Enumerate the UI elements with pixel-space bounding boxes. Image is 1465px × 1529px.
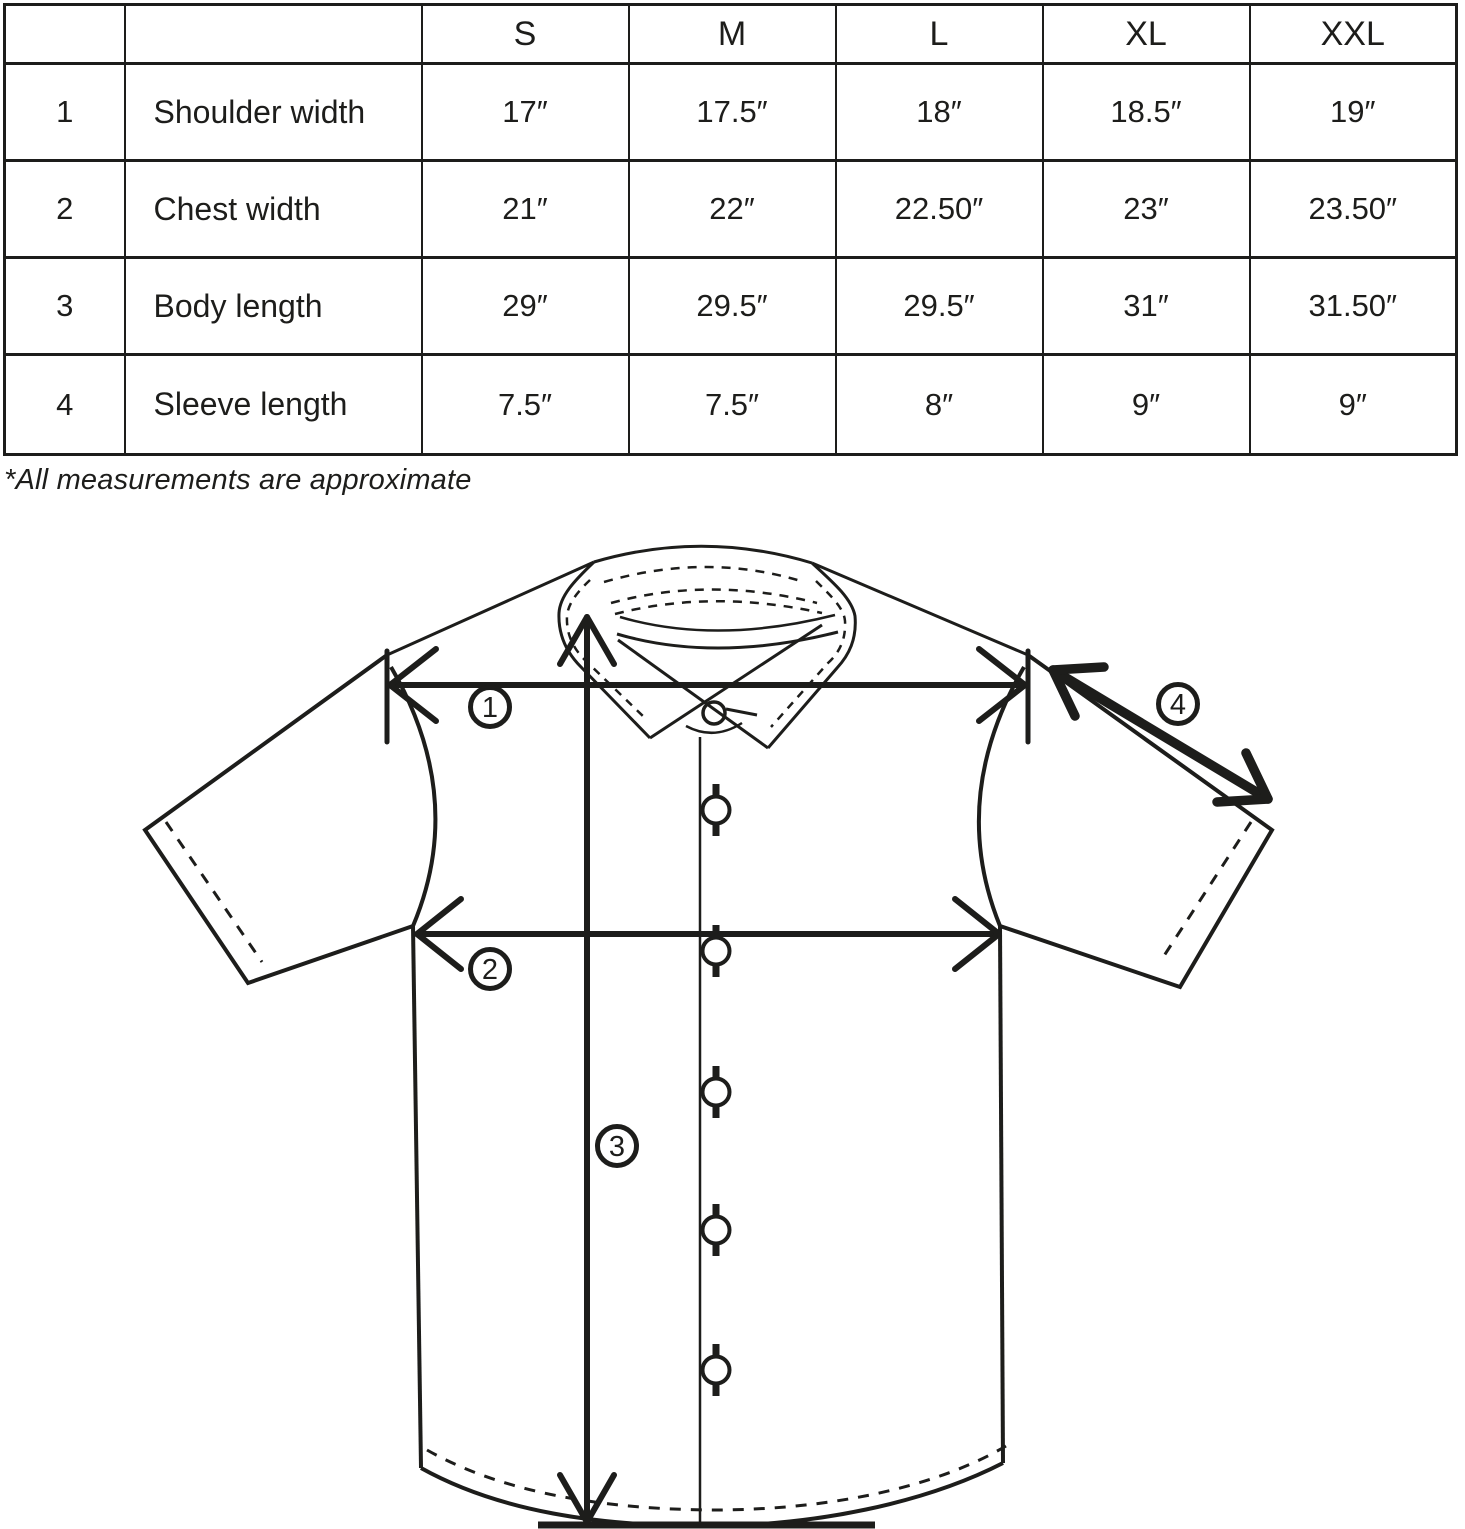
cell-value: 18″ [836,64,1043,161]
header-cell-l: L [836,5,1043,64]
cell-value: 23″ [1043,161,1250,258]
row-label: Chest width [125,161,422,258]
cell-value: 31.50″ [1250,258,1457,355]
collar-band-stitch [615,601,822,614]
button [703,1204,730,1256]
header-cell-xxl: XXL [1250,5,1457,64]
measurement-markers [471,685,1198,1166]
cell-value: 17″ [422,64,629,161]
placket-buttons [703,784,730,1396]
button [703,1066,730,1118]
cell-value: 29″ [422,258,629,355]
left-sleeve [145,655,413,983]
collar-right-flap [768,563,855,748]
body-length-arrow [560,617,614,1522]
collar-band-stitch [611,590,817,604]
cell-value: 18.5″ [1043,64,1250,161]
row-label: Body length [125,258,422,355]
marker-sleeve-length [1159,685,1198,724]
marker-number: 3 [608,1131,626,1163]
cell-value: 31″ [1043,258,1250,355]
marker-chest-width [471,950,510,989]
marker-shoulder-width [471,688,510,727]
cell-value: 8″ [836,355,1043,455]
shirt-outline [145,655,1272,1526]
cell-value: 22″ [629,161,836,258]
cell-value: 21″ [422,161,629,258]
left-side-seam [413,926,421,1468]
right-side-seam [1000,926,1003,1463]
sleeve-length-arrow [1053,667,1268,802]
shoulder-seams [387,562,1028,655]
measurements-footnote: *All measurements are approximate [4,464,472,496]
collar-band-bottom [620,615,835,631]
measurement-arrows [387,617,1268,1522]
collar-band-stitch [604,567,804,582]
cell-value: 7.5″ [422,355,629,455]
cell-value: 19″ [1250,64,1457,161]
cell-value: 17.5″ [629,64,836,161]
header-cell-m: M [629,5,836,64]
row-number: 3 [5,258,125,355]
cell-value: 22.50″ [836,161,1043,258]
row-number: 4 [5,355,125,455]
collar-right-flap-stitch [771,581,845,727]
marker-body-length [598,1127,637,1166]
cell-value: 9″ [1043,355,1250,455]
marker-number: 2 [481,954,499,986]
header-cell-s: S [422,5,629,64]
header-cell-xl: XL [1043,5,1250,64]
hem-stitch [427,1446,1006,1510]
cell-value: 29.5″ [629,258,836,355]
marker-number: 1 [481,692,499,724]
hem [421,1463,1003,1526]
row-number: 2 [5,161,125,258]
marker-number: 4 [1169,689,1187,721]
cell-value: 23.50″ [1250,161,1457,258]
collar-band-top [594,546,812,563]
right-sleeve [1000,655,1272,987]
button [703,1344,730,1396]
cell-value: 9″ [1250,355,1457,455]
collar-band-bottom [617,632,838,648]
cell-value: 29.5″ [836,258,1043,355]
collar-right-flap-inner [618,640,768,748]
button [703,784,730,836]
left-cuff-stitch [166,822,262,962]
collar-buttonhole [726,709,757,715]
row-number: 1 [5,64,125,161]
row-label: Shoulder width [125,64,422,161]
cell-value: 7.5″ [629,355,836,455]
row-label: Sleeve length [125,355,422,455]
